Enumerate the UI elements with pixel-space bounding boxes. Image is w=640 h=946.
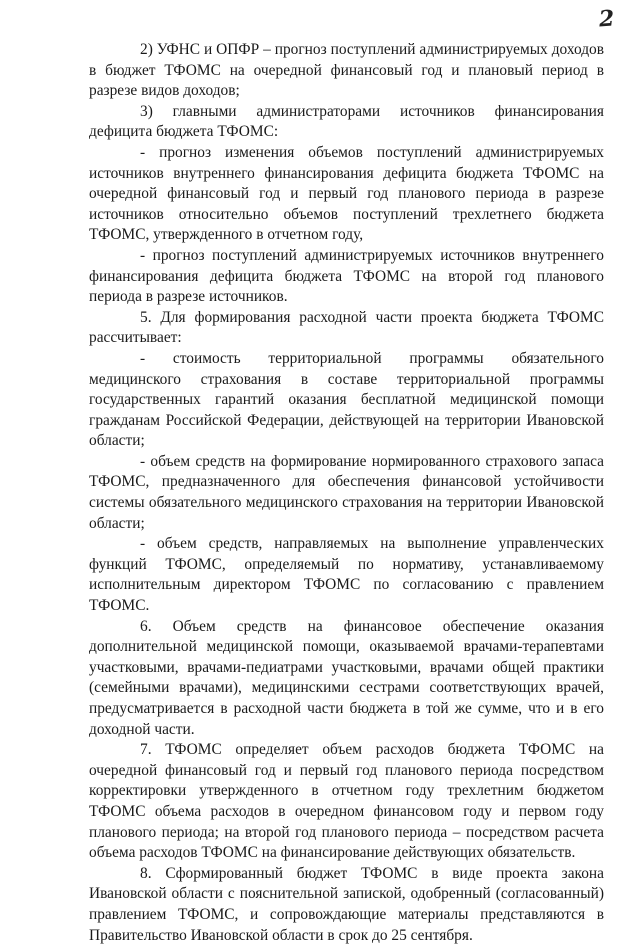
- document-body: [89, 40, 604, 946]
- paragraph-item-7: 7. ТФОМС определяет объем расходов бюджета ТФОМС на очередной финансовый год и первый год планового периода посредством корректировки утвержденного в отчетном году трехлетним бюджетом ТФОМС объема расходов в очередном финансовом году и первом году планового периода; на второй год планового периода – посредством расчета объема расходов ТФОМС на финансирование действующих обязательств.: [89, 741, 604, 862]
- paragraph-item-8: 8. Сформированный бюджет ТФОМС в виде проекта закона Ивановской области с пояснительной запиской, одобренный (согласованный) правлением ТФОМС, и сопровождающие материалы представляются в Правительство Ивановской области в срок до 25 сентября.: [89, 864, 604, 944]
- paragraph-item-6: 6. Объем средств на финансовое обеспечение оказания дополнительной медицинской помощи, оказываемой врачами-терапевтами участковыми, врачами-педиатрами участковыми, врачами общей практики (семейными врачами), медицинскими сестрами соответствующих врачей, предусматривается в расходной части бюджета в той же сумме, что и в его доходной части.: [89, 617, 604, 738]
- paragraph-chief-administrators: 3) главными администраторами источников финансирования дефицита бюджета ТФОМС:: [89, 102, 604, 141]
- paragraph-ufns-opfr: 2) УФНС и ОПФР – прогноз поступлений администрируемых доходов в бюджет ТФОМС на очередной финансовый год и плановый период в разрезе видов доходов;: [89, 41, 604, 100]
- paragraph-management-functions: - объем средств, направляемых на выполнение управленческих функций ТФОМС, определяемый по нормативу, устанавливаемому исполнительным директором ТФОМС по согласованию с правлением ТФОМС.: [89, 535, 604, 615]
- paragraph-forecast-second-year: - прогноз поступлений администрируемых источников внутреннего финансирования дефицита бюджета ТФОМС на второй год планового периода в разрезе источников.: [89, 246, 604, 306]
- paragraph-forecast-change: - прогноз изменения объемов поступлений администрируемых источников внутреннего финансирования дефицита бюджета ТФОМС на очередной финансовый год и первый год планового периода в разрезе источников относительно объемов поступлений трехлетнего бюджета ТФОМС, утвержденного в отчетном году,: [89, 143, 604, 244]
- paragraph-territorial-program-cost: - стоимость территориальной программы обязательного медицинского страхования в составе территориальной программы государственных гарантий оказания бесплатной медицинской помощи гражданам Российской Федерации, действующей на территории Ивановской области;: [89, 349, 604, 450]
- paragraph-item-5: 5. Для формирования расходной части проекта бюджета ТФОМС рассчитывает:: [89, 308, 604, 347]
- page-number: 2: [597, 5, 615, 33]
- paragraph-insurance-reserve: - объем средств на формирование нормированного страхового запаса ТФОМС, предназначенного для обеспечения финансовой устойчивости системы обязательного медицинского страхования на территории Ивановской области;: [89, 452, 604, 532]
